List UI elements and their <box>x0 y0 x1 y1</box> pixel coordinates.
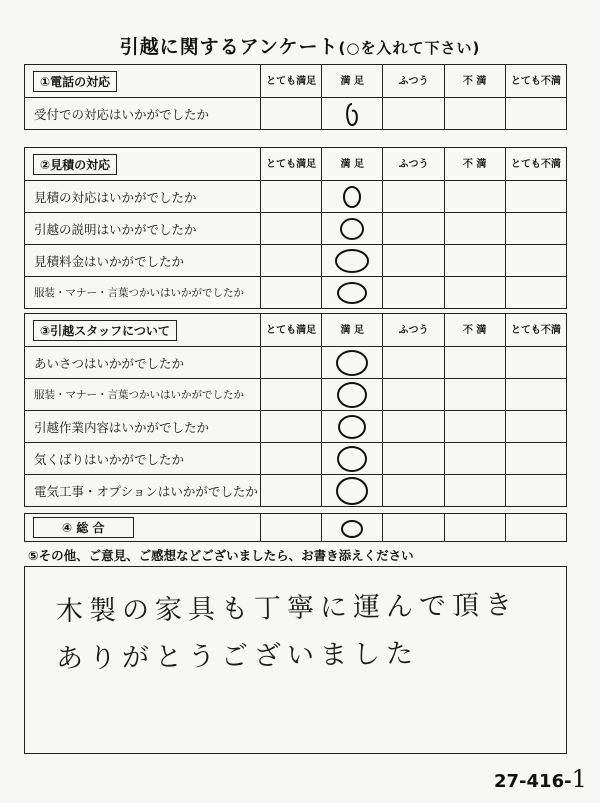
rating-cell-marked[interactable] <box>322 213 383 245</box>
rating-cell-marked[interactable] <box>322 277 383 309</box>
rating-cell-marked[interactable] <box>322 475 383 507</box>
question-row <box>25 411 567 443</box>
section-label: ③引越スタッフについて <box>33 320 177 341</box>
rating-cell[interactable] <box>444 245 505 277</box>
question-text: あいさつはいかがでしたか <box>25 347 261 379</box>
section-label-cell <box>25 65 261 98</box>
question-row <box>25 181 567 213</box>
circle-mark-icon <box>332 445 372 473</box>
rating-cell-marked[interactable] <box>322 443 383 475</box>
rating-cell[interactable] <box>261 181 322 213</box>
header-dissatisfied: 不 満 <box>444 148 505 181</box>
rating-cell[interactable] <box>383 213 444 245</box>
rating-cell[interactable] <box>383 379 444 411</box>
rating-cell[interactable] <box>505 443 566 475</box>
rating-cell[interactable] <box>505 213 566 245</box>
title-note: (○を入れて下さい) <box>338 39 481 57</box>
section-label-cell <box>25 314 261 347</box>
header-neutral: ふつう <box>383 314 444 347</box>
rating-cell[interactable] <box>505 181 566 213</box>
rating-cell[interactable] <box>505 379 566 411</box>
rating-cell[interactable] <box>261 245 322 277</box>
overall-label: ④ 総 合 <box>33 517 134 538</box>
section-estimate-table <box>24 147 567 309</box>
rating-cell[interactable] <box>383 181 444 213</box>
question-text: 気くばりはいかがでしたか <box>25 443 261 475</box>
rating-cell[interactable] <box>383 443 444 475</box>
rating-cell[interactable] <box>444 475 505 507</box>
section-phone-table <box>24 64 567 130</box>
rating-cell[interactable] <box>444 347 505 379</box>
comment-line: 木製の家具も丁寧に運んで頂き <box>55 589 519 628</box>
question-text: 服装・マナー・言葉つかいはいかがでしたか <box>25 379 261 411</box>
circle-mark-icon <box>332 381 372 409</box>
form-code-number: 27-416- <box>494 771 572 792</box>
rating-cell[interactable] <box>383 277 444 309</box>
rating-cell[interactable] <box>261 411 322 443</box>
rating-cell[interactable] <box>444 514 505 542</box>
rating-cell[interactable] <box>444 443 505 475</box>
question-row <box>25 213 567 245</box>
question-text: 電気工事・オプションはいかがでしたか <box>25 475 261 507</box>
question-text: 引越作業内容はいかがでしたか <box>25 411 261 443</box>
circle-mark-icon <box>335 517 369 539</box>
header-dissatisfied: 不 満 <box>444 314 505 347</box>
section-header-row <box>25 314 567 347</box>
circle-mark-icon <box>337 216 367 242</box>
header-very-dissatisfied: とても不満 <box>505 65 566 98</box>
header-dissatisfied: 不 満 <box>444 65 505 98</box>
circle-mark-icon <box>332 413 372 441</box>
rating-cell[interactable] <box>505 411 566 443</box>
question-text: 引越の説明はいかがでしたか <box>25 213 261 245</box>
section-staff-table <box>24 313 567 507</box>
rating-cell[interactable] <box>505 277 566 309</box>
comment-line: ありがとうございました <box>55 638 420 675</box>
rating-cell-marked[interactable] <box>322 245 383 277</box>
question-text: 受付での対応はいかがでしたか <box>25 98 261 130</box>
rating-cell[interactable] <box>261 443 322 475</box>
section-label-cell <box>25 148 261 181</box>
rating-cell[interactable] <box>261 98 322 130</box>
circle-mark-icon <box>332 349 372 377</box>
rating-cell[interactable] <box>505 347 566 379</box>
header-satisfied: 満 足 <box>322 65 383 98</box>
header-very-dissatisfied: とても不満 <box>505 314 566 347</box>
page-title <box>0 32 600 59</box>
circle-mark-icon <box>332 279 372 307</box>
header-neutral: ふつう <box>383 65 444 98</box>
rating-cell[interactable] <box>383 245 444 277</box>
header-satisfied: 満 足 <box>322 314 383 347</box>
section-header-row <box>25 148 567 181</box>
question-row <box>25 379 567 411</box>
header-neutral: ふつう <box>383 148 444 181</box>
circle-mark-icon <box>332 247 372 275</box>
section-label: ①電話の対応 <box>33 71 117 92</box>
section-header-row <box>25 65 567 98</box>
rating-cell-marked[interactable] <box>322 411 383 443</box>
rating-cell-marked[interactable] <box>322 379 383 411</box>
question-row <box>25 245 567 277</box>
header-very-satisfied: とても満足 <box>261 148 322 181</box>
circle-mark-icon <box>337 100 367 128</box>
rating-cell[interactable] <box>261 514 322 542</box>
rating-cell[interactable] <box>444 181 505 213</box>
question-row <box>25 98 567 130</box>
question-row <box>25 277 567 309</box>
circle-mark-icon <box>337 184 367 210</box>
rating-cell[interactable] <box>505 514 566 542</box>
question-row <box>25 347 567 379</box>
rating-cell[interactable] <box>261 347 322 379</box>
rating-cell-marked[interactable] <box>322 514 383 542</box>
rating-cell-marked[interactable] <box>322 98 383 130</box>
rating-cell[interactable] <box>261 379 322 411</box>
rating-cell[interactable] <box>505 245 566 277</box>
rating-cell[interactable] <box>505 475 566 507</box>
rating-cell-marked[interactable] <box>322 181 383 213</box>
section-label-cell <box>25 514 261 542</box>
rating-cell[interactable] <box>505 98 566 130</box>
circle-mark-icon <box>332 476 372 506</box>
rating-cell[interactable] <box>261 475 322 507</box>
question-text: 見積の対応はいかがでしたか <box>25 181 261 213</box>
section-overall-table <box>24 513 567 542</box>
comments-heading: ⑤その他、ご意見、ご感想などございましたら、お書き添えください <box>28 548 414 563</box>
title-text: 引越に関するアンケート <box>119 36 339 58</box>
rating-cell[interactable] <box>261 277 322 309</box>
header-very-satisfied: とても満足 <box>261 65 322 98</box>
header-very-satisfied: とても満足 <box>261 314 322 347</box>
header-very-dissatisfied: とても不満 <box>505 148 566 181</box>
rating-cell[interactable] <box>261 213 322 245</box>
form-code-suffix: 1 <box>571 765 587 793</box>
rating-cell-marked[interactable] <box>322 347 383 379</box>
rating-cell[interactable] <box>444 411 505 443</box>
section-label: ②見積の対応 <box>33 154 117 175</box>
rating-cell[interactable] <box>383 347 444 379</box>
overall-row <box>25 514 567 542</box>
rating-cell[interactable] <box>444 379 505 411</box>
question-text: 服装・マナー・言葉つかいはいかがでしたか <box>25 277 261 309</box>
question-text: 見積料金はいかがでしたか <box>25 245 261 277</box>
rating-cell[interactable] <box>444 277 505 309</box>
form-code <box>494 765 587 793</box>
rating-cell[interactable] <box>383 514 444 542</box>
rating-cell[interactable] <box>383 98 444 130</box>
rating-cell[interactable] <box>444 98 505 130</box>
rating-cell[interactable] <box>383 411 444 443</box>
question-row <box>25 443 567 475</box>
header-satisfied: 満 足 <box>322 148 383 181</box>
question-row <box>25 475 567 507</box>
rating-cell[interactable] <box>444 213 505 245</box>
rating-cell[interactable] <box>383 475 444 507</box>
